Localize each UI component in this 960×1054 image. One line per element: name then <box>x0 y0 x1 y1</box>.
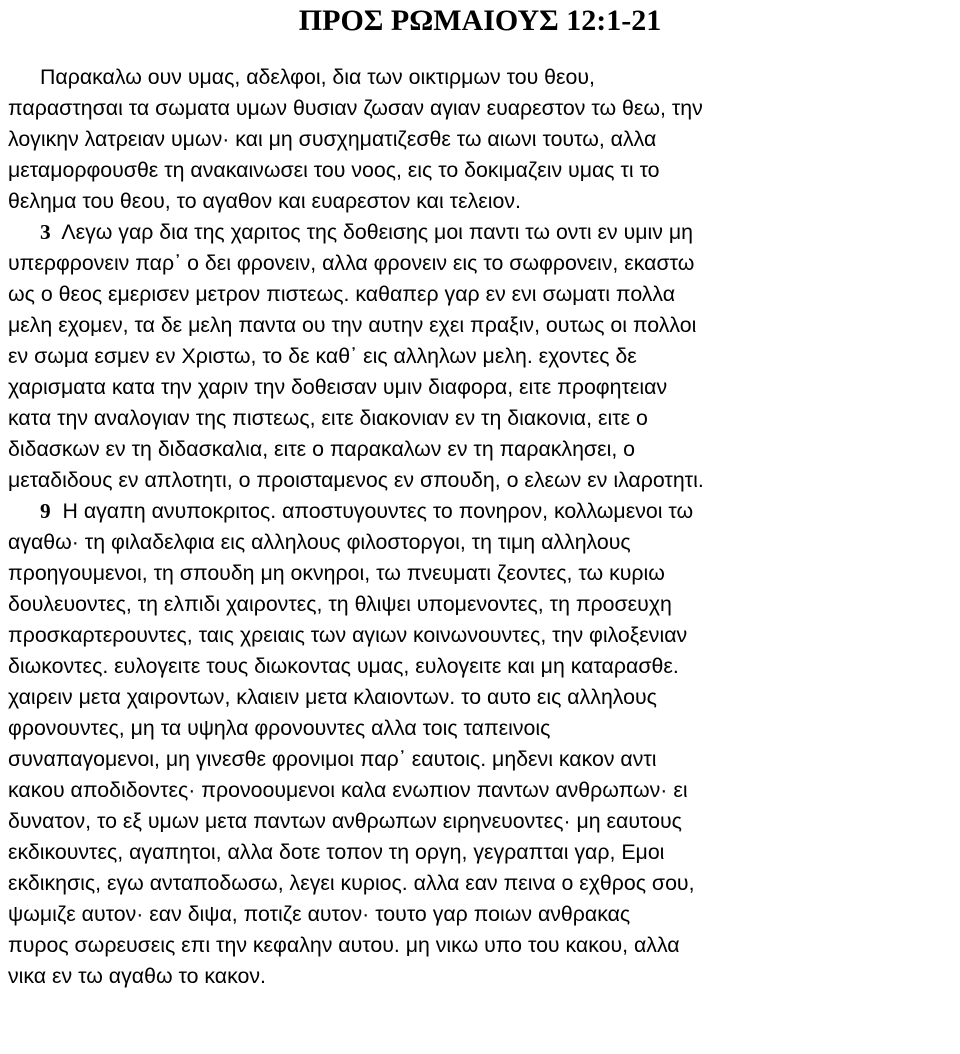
text-line-24: κακου αποδιδοντες· προνοουμενοι καλα ενωπιον παντων ανθρωπων· ει <box>8 778 688 802</box>
text-line-30: νικα εν τω αγαθω το κακον. <box>8 964 266 988</box>
text-line-3: λογικην λατρειαν υμων· και μη συσχηματιζεσθε τω αιωνι τουτω, αλλα <box>8 127 657 151</box>
passage-text <box>8 62 960 992</box>
text-line-7: υπερφρονειν παρ᾽ ο δει φρονειν, αλλα φρονειν εις το σωφρονειν, εκαστω <box>8 251 695 275</box>
text-line-10: εν σωμα εσμεν εν Χριστω, το δε καθ᾽ εις αλληλων μελη. εχοντες δε <box>8 344 637 368</box>
text-line-14: μεταδιδους εν απλοτητι, ο προισταμενος εν σπουδη, ο ελεων εν ιλαροτητι. <box>8 468 704 492</box>
text-line-25: δυνατον, το εξ υμων μετα παντων ανθρωπων ειρηνευοντες· μη εαυτους <box>8 809 682 833</box>
text-line-15 <box>8 496 960 527</box>
text-line-6 <box>8 217 960 248</box>
text-line-16: αγαθω· τη φιλαδελφια εις αλληλους φιλοστοργοι, τη τιμη αλληλους <box>8 530 631 554</box>
text-line-18: δουλευοντες, τη ελπιδι χαιροντες, τη θλιψει υπομενοντες, τη προσευχη <box>8 592 672 616</box>
page-title: ΠΡΟΣ ΡΩΜΑΙΟΥΣ 12:1-21 <box>298 4 662 37</box>
text-line-9: μελη εχομεν, τα δε μελη παντα ου την αυτην εχει πραξιν, ουτως οι πολλοι <box>8 313 697 337</box>
text-line-11: χαρισματα κατα την χαριν την δοθεισαν υμιν διαφορα, ειτε προφητειαν <box>8 375 668 399</box>
text-line-21: χαιρειν μετα χαιροντων, κλαιειν μετα κλαιοντων. το αυτο εις αλληλους <box>8 685 657 709</box>
text-line-13: διδασκων εν τη διδασκαλια, ειτε ο παρακαλων εν τη παρακλησει, ο <box>8 437 636 461</box>
text-line-29: πυρος σωρευσεις επι την κεφαλην αυτου. μη νικω υπο του κακου, αλλα <box>8 933 680 957</box>
text-line-15-content: Η αγαπη ανυποκριτος. αποστυγουντες το πονηρον, κολλωμενοι τω <box>62 499 694 523</box>
text-line-17: προηγουμενοι, τη σπουδη μη οκνηροι, τω πνευματι ζεοντες, τω κυριω <box>8 561 665 585</box>
verse-number-3: 3 <box>40 220 51 244</box>
text-line-19: προσκαρτερουντες, ταις χρειαις των αγιων κοινωνουντες, την φιλοξενιαν <box>8 623 688 647</box>
text-line-5: θελημα του θεου, το αγαθον και ευαρεστον και τελειον. <box>8 189 521 213</box>
text-line-22: φρονουντες, μη τα υψηλα φρονουντες αλλα τοις ταπεινοις <box>8 716 551 740</box>
text-line-28: ψωμιζε αυτον· εαν διψα, ποτιζε αυτον· τουτο γαρ ποιων ανθρακας <box>8 902 631 926</box>
text-line-4: μεταμορφουσθε τη ανακαινωσει του νοος, εις το δοκιμαζειν υμας τι το <box>8 158 660 182</box>
text-line-2: παραστησαι τα σωματα υμων θυσιαν ζωσαν αγιαν ευαρεστον τω θεω, την <box>8 96 703 120</box>
verse-number-9: 9 <box>40 499 51 523</box>
text-line-8: ως ο θεος εμερισεν μετρον πιστεως. καθαπερ γαρ εν ενι σωματι πολλα <box>8 282 676 306</box>
text-line-20: διωκοντες. ευλογειτε τους διωκοντας υμας, ευλογειτε και μη καταρασθε. <box>8 654 679 678</box>
text-line-27: εκδικησις, εγω ανταποδωσω, λεγει κυριος. αλλα εαν πεινα ο εχθρος σου, <box>8 871 695 895</box>
text-line-23: συναπαγομενοι, μη γινεσθε φρονιμοι παρ᾽ εαυτοις. μηδενι κακον αντι <box>8 747 657 771</box>
text-line-26: εκδικουντες, αγαπητοι, αλλα δοτε τοπον τη οργη, γεγραπται γαρ, Εμοι <box>8 840 665 864</box>
text-line-6-content: Λεγω γαρ δια της χαριτος της δοθεισης μοι παντι τω οντι εν υμιν μη <box>61 220 694 244</box>
text-line-12: κατα την αναλογιαν της πιστεως, ειτε διακονιαν εν τη διακονια, ειτε ο <box>8 406 648 430</box>
text-line-1: Παρακαλω ουν υμας, αδελφοι, δια των οικτιρμων του θεου, <box>40 65 595 89</box>
